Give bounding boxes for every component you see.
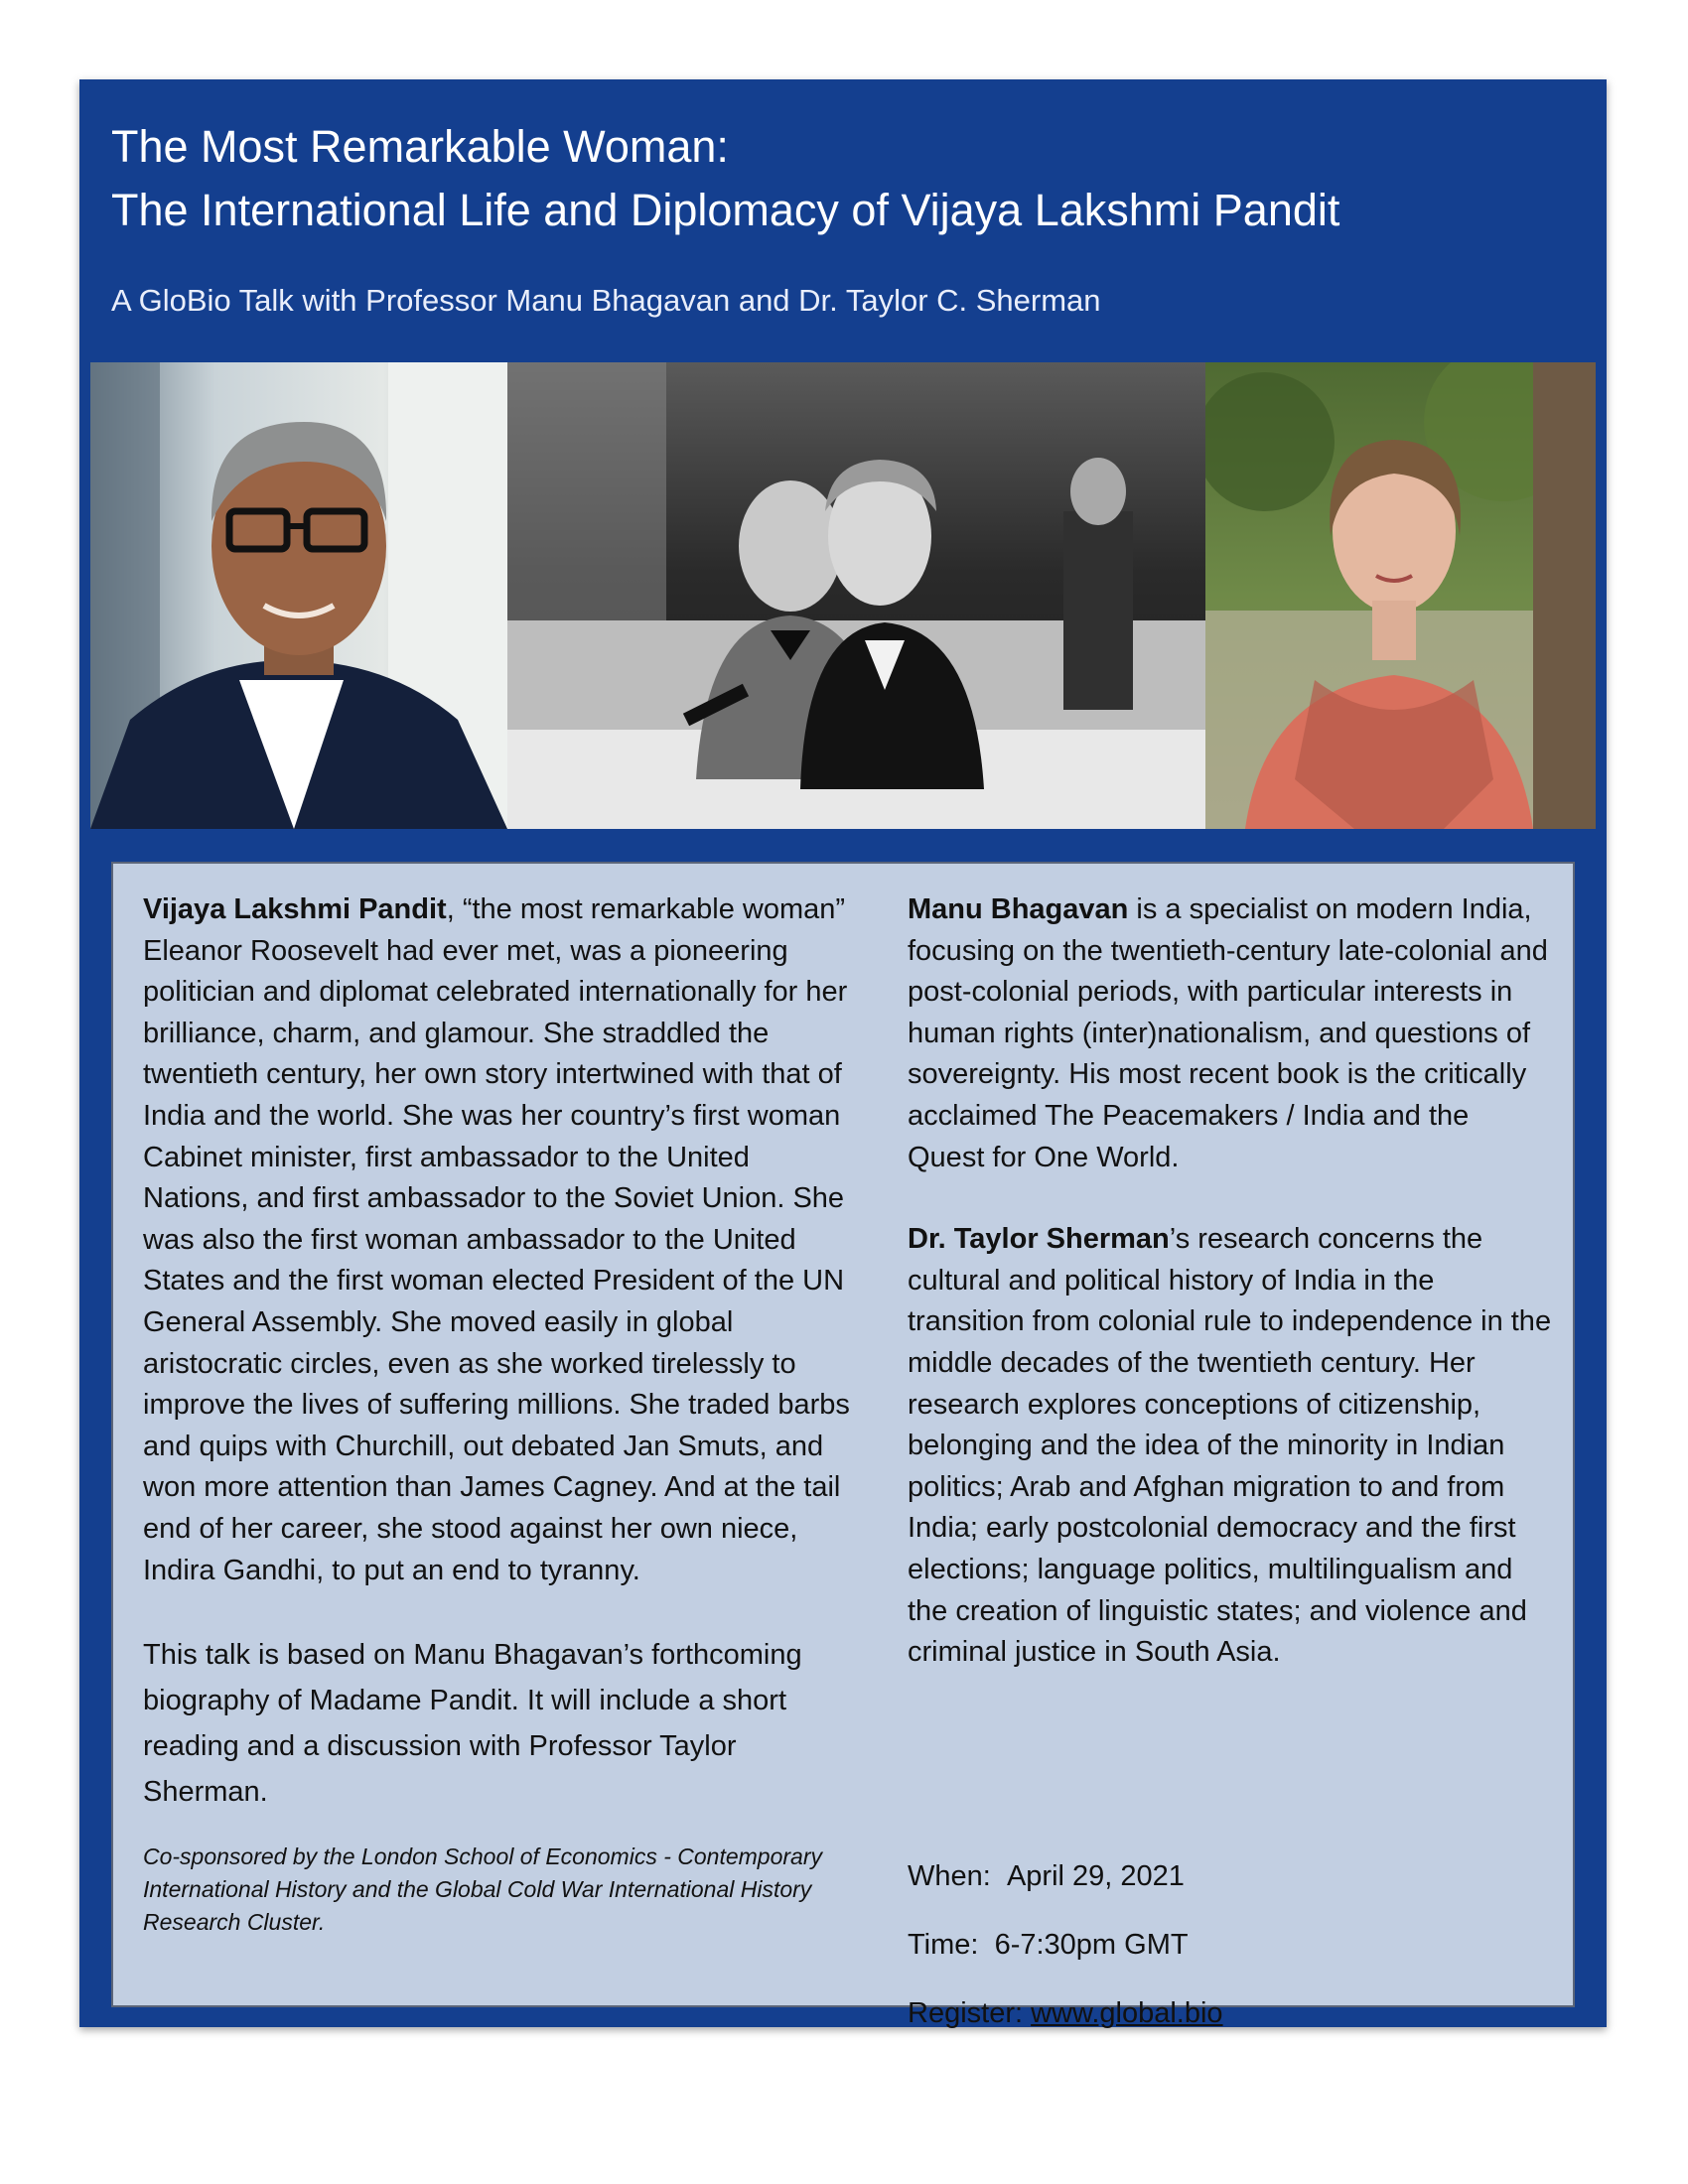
left-column bbox=[143, 889, 858, 1939]
when-label: When: bbox=[908, 1860, 991, 1892]
flyer bbox=[79, 79, 1607, 2027]
event-date bbox=[908, 1856, 1553, 1896]
sherman-bio bbox=[908, 1219, 1553, 1674]
title-line-2: The International Life and Diplomacy of Vijaya Lakshmi Pandit bbox=[111, 185, 1340, 235]
subtitle: A GloBio Talk with Professor Manu Bhagavan and Dr. Taylor C. Sherman bbox=[111, 283, 1101, 318]
archival-black-and-white-photo bbox=[507, 362, 1205, 829]
event-time bbox=[908, 1925, 1553, 1965]
time-value: 6-7:30pm GMT bbox=[994, 1929, 1189, 1961]
portrait-woman-outdoors-photo bbox=[1205, 362, 1596, 829]
sherman-name: Dr. Taylor Sherman bbox=[908, 1223, 1170, 1256]
sherman-bio-text: ’s research concerns the cultural and political history of India in the transition from colonial rule to independence in the middle decades of the twentieth century. Her research explores conceptions of citizenship, belonging and the idea of the minority in Indian politics; Arab and Afghan migration to and from India; early postcolonial democracy and the first elections; language politics, multilingualism and the creation of linguistic states; and violence and criminal justice in South Asia. bbox=[908, 1223, 1552, 1669]
pandit-name: Vijaya Lakshmi Pandit bbox=[143, 893, 447, 925]
time-label: Time: bbox=[908, 1929, 979, 1961]
register-label: Register: bbox=[908, 1997, 1024, 2029]
bhagavan-bio bbox=[908, 889, 1553, 1178]
bhagavan-name: Manu Bhagavan bbox=[908, 893, 1129, 925]
title-line-1: The Most Remarkable Woman: bbox=[111, 121, 729, 172]
pandit-bio bbox=[143, 889, 858, 1591]
right-column bbox=[908, 889, 1553, 1674]
bhagavan-bio-text: is a specialist on modern India, focusing on the twentieth-century late-colonial and post-colonial periods, with particular interests in human rights (inter)nationalism, and questions of sovereignty. His most recent book is the critically acclaimed The Peacemakers / India and the Quest for One World. bbox=[908, 893, 1548, 1173]
talk-description: This talk is based on Manu Bhagavan’s forthcoming biography of Madame Pandit. It will include a short reading and a discussion with Professor Taylor Sherman. bbox=[143, 1639, 802, 1809]
page-title bbox=[111, 115, 1581, 242]
portrait-man-glasses-photo bbox=[90, 362, 507, 829]
register-link[interactable]: www.global.bio bbox=[1031, 1997, 1223, 2029]
pandit-bio-text: , “the most remarkable woman” Eleanor Roosevelt had ever met, was a pioneering politician and diplomat celebrated internationally for her brilliance, charm, and glamour. She straddled the twentieth century, her own story intertwined with that of India and the world. She was her country’s first woman Cabinet minister, first ambassador to the United Nations, and first ambassador to the Soviet Union. She was also the first woman ambassador to the United States and the first woman elected President of the UN General Assembly. She moved easily in global aristocratic circles, even as she worked tirelessly to improve the lives of suffering millions. She traded barbs and quips with Churchill, out debated Jan Smuts, and won more attention than James Cagney. And at the tail end of her career, she stood against her own niece, Indira Gandhi, to put an end to tyranny. bbox=[143, 893, 850, 1586]
cosponsor-note: Co-sponsored by the London School of Economics - Contemporary International History and the Global Cold War International History Research Cluster. bbox=[143, 1843, 822, 1936]
when-value: April 29, 2021 bbox=[1006, 1860, 1185, 1892]
content-panel bbox=[111, 862, 1575, 2029]
event-register bbox=[908, 1993, 1553, 2033]
photo-strip bbox=[90, 362, 1596, 829]
